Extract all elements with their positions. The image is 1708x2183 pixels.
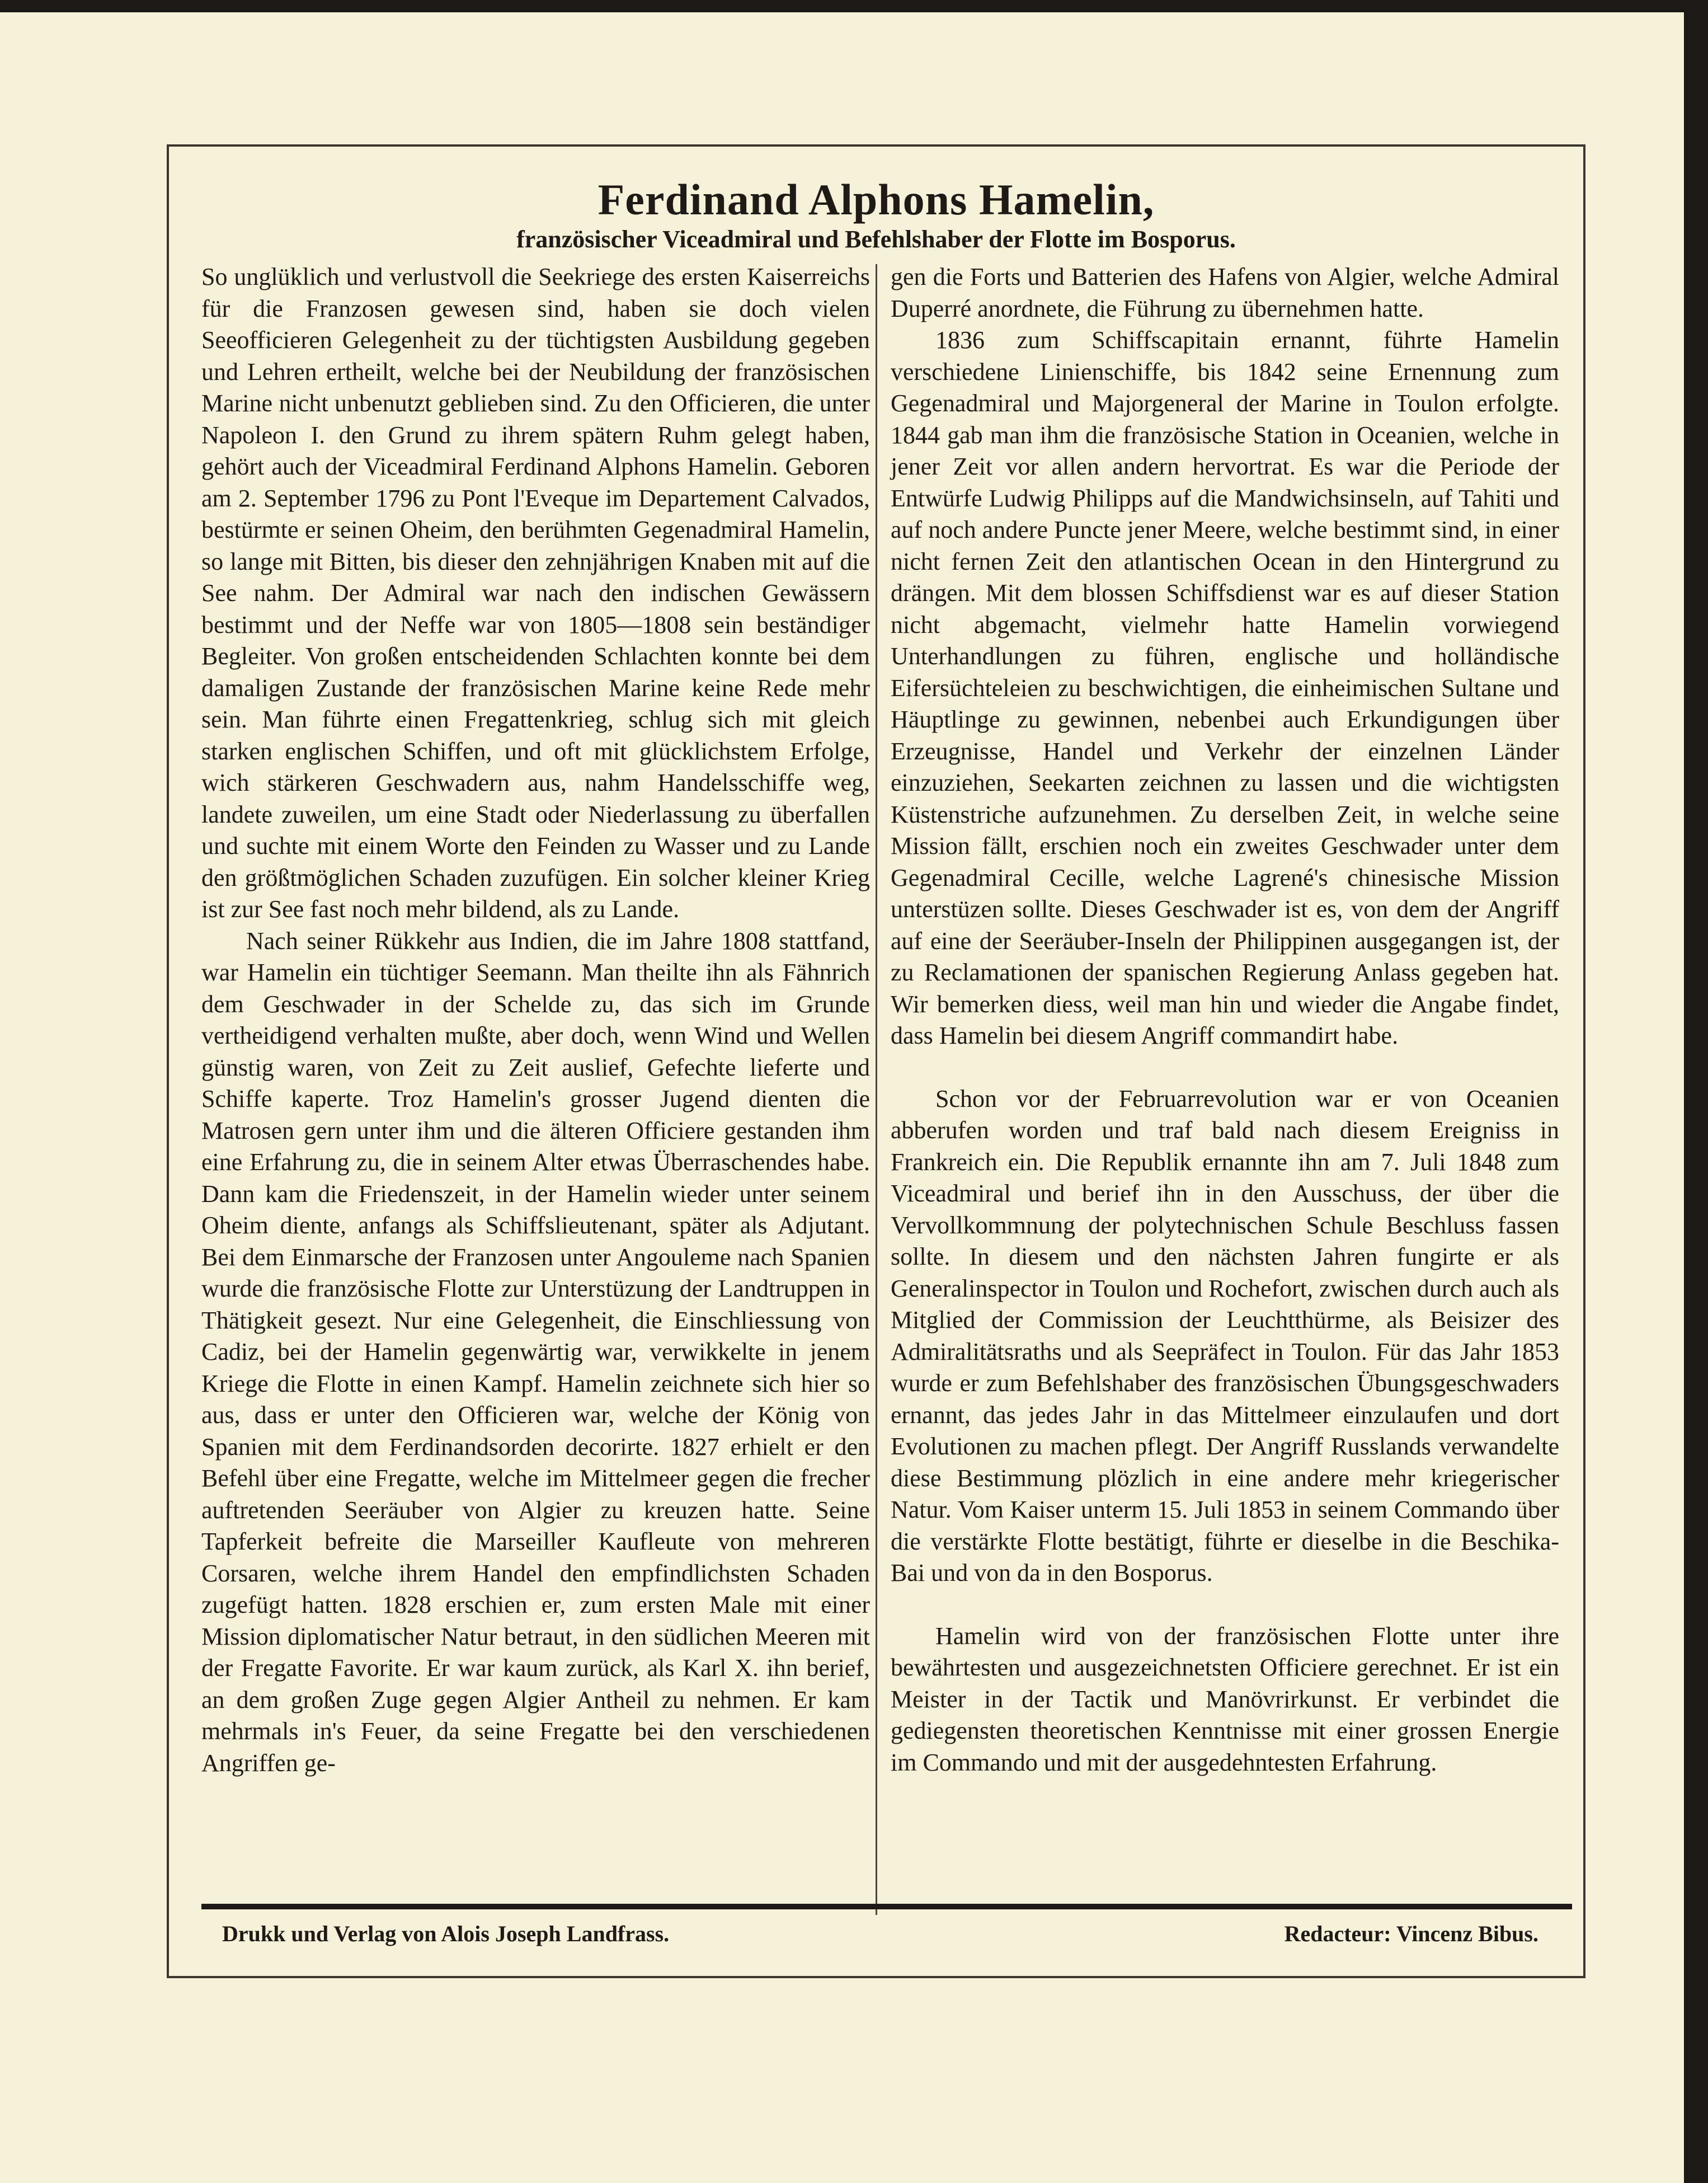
paragraph: So unglüklich und verlustvoll die Seekriege des ersten Kaiserreichs für die Franzosen gewesen sind, haben sie doch vielen Seeofficieren Gelegenheit zu der tüchtigsten Ausbildung gegeben und Lehren ertheilt, welche bei der Neubildung der französischen Marine nicht unbenutzt geblieben sind. Zu den Officieren, die unter Napoleon I. den Grund zu ihrem spätern Ruhm gelegt haben, gehört auch der Viceadmiral Ferdinand Alphons Hamelin. Geboren am 2. September 1796 zu Pont l'Eveque im Departement Calvados, bestürmte er seinen Oheim, den berühmten Gegenadmiral Hamelin, so lange mit Bitten, bis dieser den zehnjährigen Knaben mit auf die See nahm. Der Admiral war nach den indischen Gewässern bestimmt und der Neffe war von 1805—1808 sein beständiger Begleiter. Von großen entscheidenden Schlachten konnte bei dem damaligen Zustande der französischen Marine keine Rede mehr sein. Man führte einen Fregattenkrieg, schlug sich mit gleich starken englischen Schiffen, und oft mit glücklichstem Erfolge, wich stärkeren Geschwadern aus, nahm Handelsschiffe weg, landete zuweilen, um eine Stadt oder Niederlassung zu überfallen und suchte mit einem Worte den Feinden zu Wasser und zu Lande den größtmöglichen Schaden zuzufügen. Ein solcher kleiner Krieg ist zur See fast noch mehr bildend, als zu Lande. [201, 263, 870, 923]
column-divider [876, 264, 877, 1915]
footer-rule [201, 1904, 1572, 1909]
article-frame [167, 144, 1585, 1978]
article-title: Ferdinand Alphons Hamelin, [597, 175, 1155, 224]
left-column [201, 261, 870, 1779]
paragraph: Schon vor der Februarrevolution war er von Oceanien abberufen worden und traf bald nach diesem Ereigniss in Frankreich ein. Die Republik ernannte ihn am 7. Juli 1848 zum Viceadmiral und berief ihn in den Ausschuss, der über die Vervollkommnung der polytechnischen Schule Beschluss fassen sollte. In diesem und den nächsten Jahren fungirte er als Generalinspector in Toulon und Rochefort, zwischen durch auch als Mitglied der Commission der Leuchtthürme, als Beisizer des Admiralitätsraths und als Seepräfect in Toulon. Für das Jahr 1853 wurde er zum Befehlshaber des französischen Übungsgeschwaders ernannt, das jedes Jahr in das Mittelmeer einzulaufen und dort Evolutionen zu machen pflegt. Der Angriff Russlands verwandelte diese Bestimmung plözlich in eine andere mehr kriegerischer Natur. Vom Kaiser unterm 15. Juli 1853 in seinem Commando über die verstärkte Flotte bestätigt, führte er dieselbe in die Beschika-Bai und von da in den Bosporus. [891, 1085, 1559, 1586]
editor-credit: Redacteur: Vincenz Bibus. [1284, 1921, 1538, 1946]
page [0, 12, 1684, 2183]
paragraph: gen die Forts und Batterien des Hafens von Algier, welche Admiral Duperré anordnete, die Führung zu übernehmen hatte. [891, 263, 1559, 322]
paragraph: 1836 zum Schiffscapitain ernannt, führte Hamelin verschiedene Linienschiffe, bis 1842 seine Ernennung zum Gegenadmiral und Majorgeneral der Marine in Toulon erfolgte. 1844 gab man ihm die französische Station in Oceanien, welche in jener Zeit vor allen andern hervortrat. Es war die Periode der Entwürfe Ludwig Philipps auf die Mandwichsinseln, auf Tahiti und auf noch andere Puncte jener Meere, welche bestimmt sind, in einer nicht fernen Zeit den atlantischen Ocean in den Hintergrund zu drängen. Mit dem blossen Schiffsdienst war es auf dieser Station nicht abgemacht, vielmehr hatte Hamelin vorwiegend Unterhandlungen zu führen, englische und holländische Eifersüchteleien zu beschwichtigen, die einheimischen Sultane und Häuptlinge zu gewinnen, nebenbei auch Erkundigungen über Erzeugnisse, Handel und Verkehr der einzelnen Länder einzuziehen, Seekarten zeichnen zu lassen und die wichtigsten Küstenstriche aufzunehmen. Zu derselben Zeit, in welche seine Mission fällt, erschien noch ein zweites Geschwader unter dem Gegenadmiral Cecille, welche Lagrené's chinesische Mission unterstüzen sollte. Dieses Geschwader ist es, von dem der Angriff auf eine der Seeräuber-Inseln der Philippinen ausgegangen ist, der zu Reclamationen der spanischen Regierung Anlass gegeben hat. Wir bemerken diess, weil man hin und wieder die Angabe findet, dass Hamelin bei diesem Angriff commandirt habe. [891, 326, 1559, 1049]
paragraph: Nach seiner Rükkehr aus Indien, die im Jahre 1808 stattfand, war Hamelin ein tüchtiger Seemann. Man theilte ihn als Fähnrich dem Geschwader in der Schelde zu, das sich im Grunde vertheidigend verhalten mußte, aber doch, wenn Wind und Wellen günstig waren, von Zeit zu Zeit auslief, Gefechte lieferte und Schiffe kaperte. Troz Hamelin's grosser Jugend dienten die Matrosen gern unter ihm und die älteren Officiere gestanden ihm eine Erfahrung zu, die in seinem Alter etwas Überraschendes habe. Dann kam die Friedenszeit, in der Hamelin wieder unter seinem Oheim diente, anfangs als Schiffslieutenant, später als Adjutant. Bei dem Einmarsche der Franzosen unter Angouleme nach Spanien wurde die französische Flotte zur Unterstüzung der Landtruppen in Thätigkeit gesezt. Nur eine Gelegenheit, die Einschliessung von Cadiz, bei der Hamelin gegenwärtig war, verwikkelte in jenem Kriege die Flotte in einen Kampf. Hamelin zeichnete sich hier so aus, dass er unter den Officieren war, welche der König von Spanien mit dem Ferdinandsorden decorirte. 1827 erhielt er den Befehl über eine Fregatte, welche im Mittelmeer gegen die frecher auftretenden Seeräuber von Algier zu kreuzen hatte. Seine Tapferkeit befreite die Marseiller Kaufleute von mehreren Corsaren, welche ihrem Handel den empfindlichsten Schaden zugefügt hatten. 1828 erschien er, zum ersten Male mit einer Mission diplomatischer Natur betraut, in den südlichen Meeren mit der Fregatte Favorite. Er war kaum zurück, als Karl X. ihn berief, an dem großen Zuge gegen Algier Antheil zu nehmen. Er kam mehrmals in's Feuer, da seine Fregatte bei den verschiedenen Angriffen ge- [201, 927, 870, 1777]
paragraph: Hamelin wird von der französischen Flotte unter ihre bewährtesten und ausgezeichnetsten Officiere gerechnet. Er ist ein Meister in der Tactik und Manövrirkunst. Er verbindet die gediegensten theoretischen Kenntnisse mit einer grossen Energie im Commando und mit der ausgedehntesten Erfahrung. [891, 1622, 1559, 1776]
printer-credit: Drukk und Verlag von Alois Joseph Landfrass. [222, 1921, 670, 1946]
right-column [891, 261, 1559, 1778]
article-subtitle: französischer Viceadmiral und Befehlshaber der Flotte im Bosporus. [516, 226, 1236, 253]
